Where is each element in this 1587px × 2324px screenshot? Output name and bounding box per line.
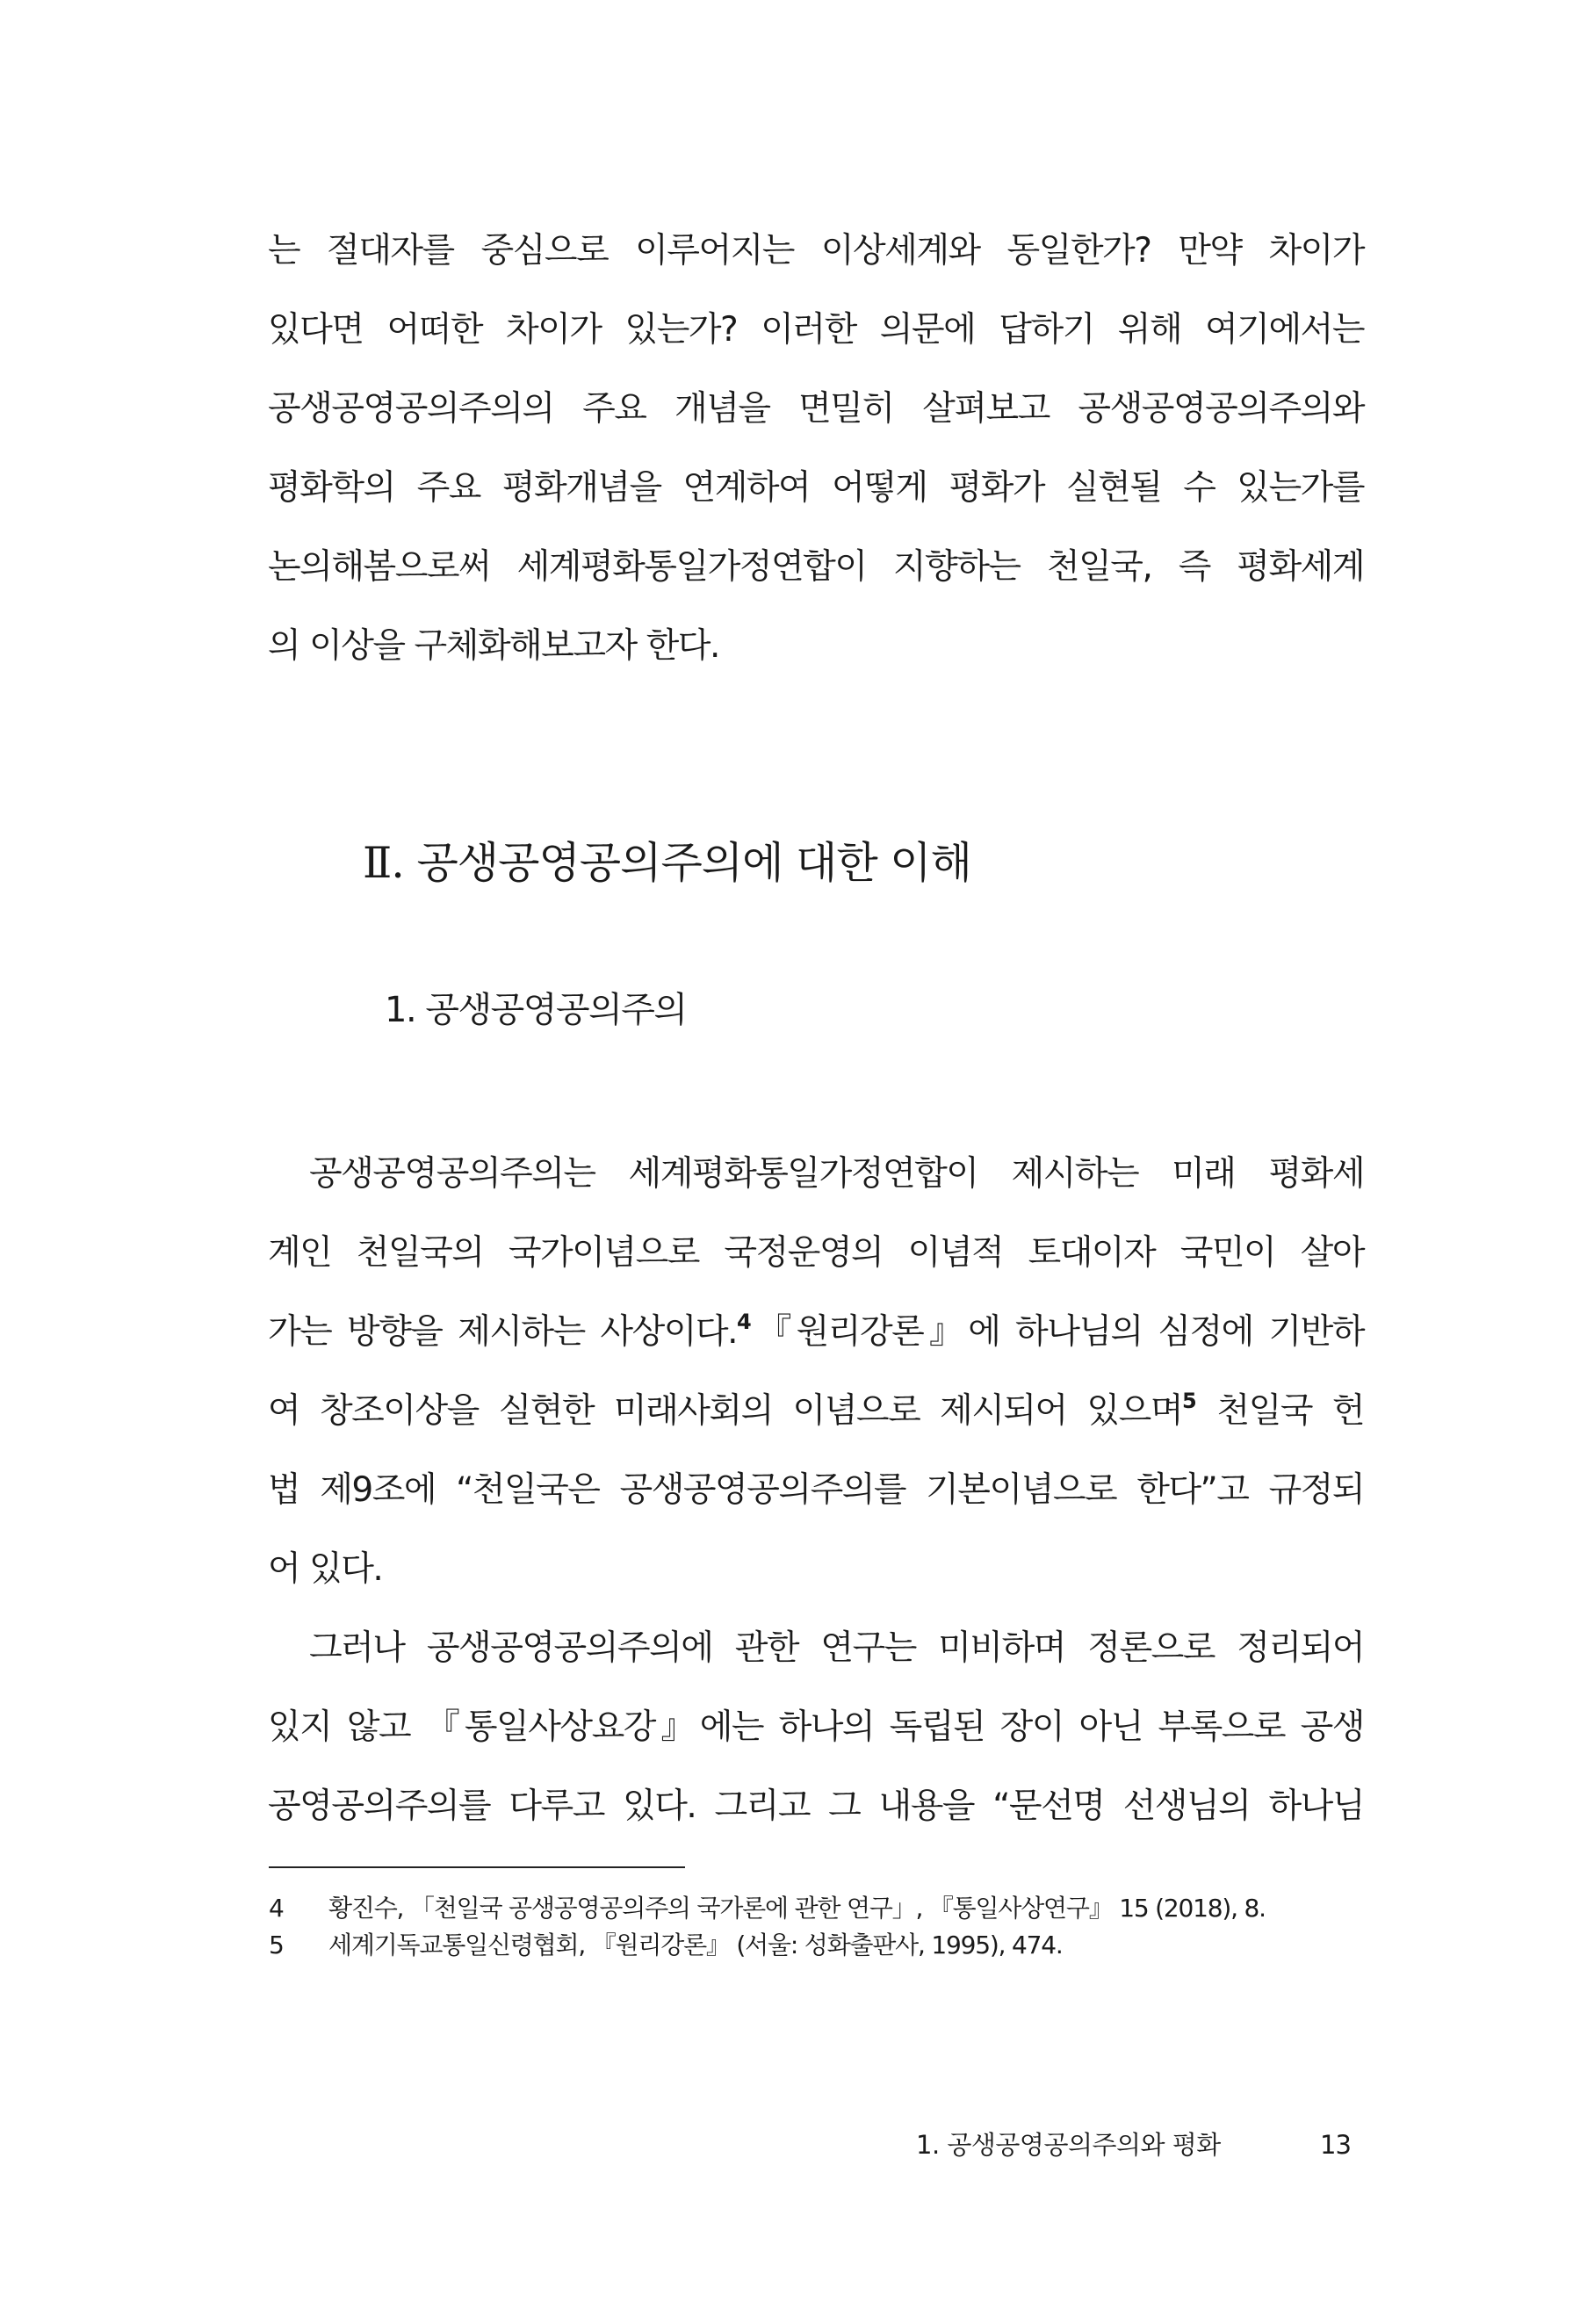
footnote-ref-5[interactable]: 5 bbox=[1182, 1389, 1197, 1413]
footnote-divider bbox=[269, 1866, 685, 1868]
footnote-number: 5 bbox=[269, 1931, 285, 1960]
subsection-title: 공생공영공의주의 bbox=[425, 990, 687, 1030]
footnote-ref-4[interactable]: 4 bbox=[737, 1310, 752, 1334]
body-line: 법 제9조에 “천일국은 공생공영공의주의를 기본이념으로 한다”고 규정되 bbox=[268, 1470, 1364, 1510]
subsection-number: 1. bbox=[385, 990, 416, 1030]
body-line: 논의해봄으로써 세계평화통일가정연합이 지향하는 천일국, 즉 평화세계 bbox=[268, 547, 1364, 587]
section-title: 공생공영공의주의에 대한 이해 bbox=[416, 838, 971, 888]
body-line: 공생공영공의주의의 주요 개념을 면밀히 살펴보고 공생공영공의주의와 bbox=[268, 389, 1364, 429]
body-line bbox=[268, 1390, 1364, 1433]
footnote-text: 황진수, 「천일국 공생공영공의주의 국가론에 관한 연구」, 『통일사상연구』 15 (2018), 8. bbox=[328, 1894, 1266, 1923]
page-number: 13 bbox=[1320, 2130, 1351, 2160]
section-heading bbox=[363, 833, 971, 894]
footnote-text: 세계기독교통일신령협회, 『원리강론』 (서울: 성화출판사, 1995), 474. bbox=[328, 1931, 1063, 1960]
section-numeral: Ⅱ. bbox=[363, 838, 404, 888]
running-footer-title: 1. 공생공영공의주의와 평화 bbox=[916, 2130, 1221, 2160]
body-text: 여 창조이상을 실현한 미래사회의 이념으로 제시되어 있으며 bbox=[268, 1391, 1183, 1431]
body-text: 『원리강론』에 하나님의 심정에 기반하 bbox=[751, 1312, 1364, 1352]
body-line: 어 있다. bbox=[268, 1549, 383, 1589]
body-line: 있다면 어떠한 차이가 있는가? 이러한 의문에 답하기 위해 여기에서는 bbox=[268, 310, 1364, 350]
body-line: 공영공의주의를 다루고 있다. 그리고 그 내용을 “문선명 선생님의 하나님 bbox=[268, 1786, 1364, 1826]
body-line: 있지 않고 『통일사상요강』에는 하나의 독립된 장이 아닌 부록으로 공생 bbox=[268, 1707, 1364, 1747]
footnote-4 bbox=[269, 1891, 1266, 1926]
body-line: 는 절대자를 중심으로 이루어지는 이상세계와 동일한가? 만약 차이가 bbox=[268, 231, 1364, 271]
footnote-5 bbox=[269, 1928, 1063, 1963]
subsection-heading bbox=[385, 985, 687, 1035]
body-line bbox=[268, 1311, 1364, 1353]
body-line: 평화학의 주요 평화개념을 연계하여 어떻게 평화가 실현될 수 있는가를 bbox=[268, 468, 1364, 508]
body-line: 계인 천일국의 국가이념으로 국정운영의 이념적 토대이자 국민이 살아 bbox=[268, 1233, 1364, 1273]
body-text: 가는 방향을 제시하는 사상이다. bbox=[268, 1312, 737, 1352]
footnote-number: 4 bbox=[269, 1894, 285, 1923]
body-text: 천일국 헌 bbox=[1196, 1391, 1364, 1431]
body-line: 의 이상을 구체화해보고자 한다. bbox=[268, 626, 719, 666]
body-line: 그러나 공생공영공의주의에 관한 연구는 미비하며 정론으로 정리되어 bbox=[309, 1628, 1364, 1668]
body-line: 공생공영공의주의는 세계평화통일가정연합이 제시하는 미래 평화세 bbox=[309, 1154, 1364, 1194]
